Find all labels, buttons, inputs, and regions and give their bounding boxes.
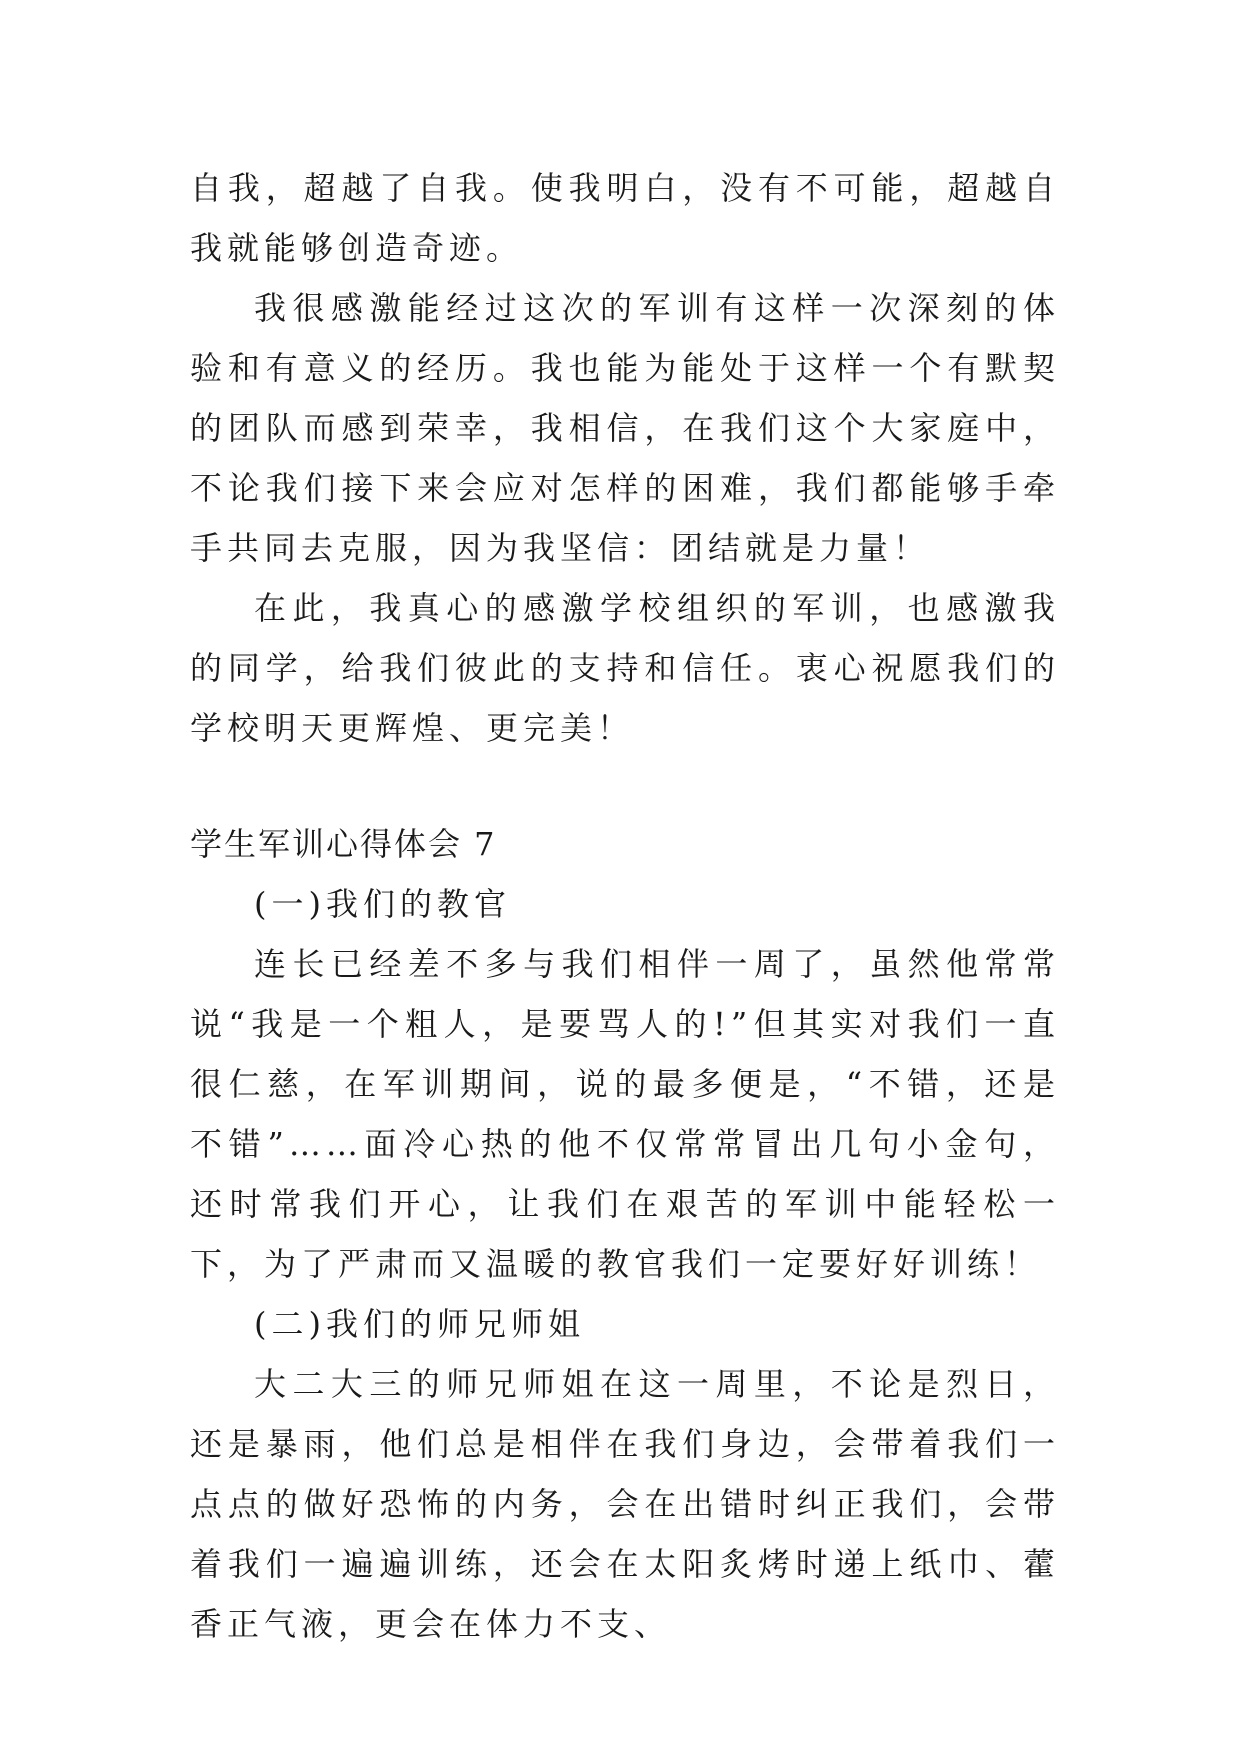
document-body xyxy=(190,158,1060,1654)
paragraph-continuation: 自我，超越了自我。使我明白，没有不可能，超越自我就能够创造奇迹。 xyxy=(190,169,1060,267)
paragraph-seniors: 大二大三的师兄师姐在这一周里，不论是烈日，还是暴雨，他们总是相伴在我们身边，会带着我们一点点的做好恐怖的内务，会在出错时纠正我们，会带着我们一遍遍训练，还会在太阳炙烤时递上纸巾、藿香正气液，更会在体力不支、 xyxy=(190,1365,1060,1643)
subsection-title-seniors: (二)我们的师兄师姐 xyxy=(254,1305,585,1343)
paragraph-instructor: 连长已经差不多与我们相伴一周了，虽然他常常说“我是一个粗人，是要骂人的!”但其实对我们一直很仁慈，在军训期间，说的最多便是，“不错，还是不错”……面冷心热的他不仅常常冒出几句小金句，还时常我们开心，让我们在艰苦的军训中能轻松一下，为了严肃而又温暖的教官我们一定要好好训练！ xyxy=(190,945,1060,1283)
subsection-title-instructor: (一)我们的教官 xyxy=(254,885,511,923)
section-title: 学生军训心得体会 7 xyxy=(190,825,497,863)
section-spacer xyxy=(190,758,1060,814)
paragraph-gratitude: 我很感激能经过这次的军训有这样一次深刻的体验和有意义的经历。我也能为能处于这样一个有默契的团队而感到荣幸，我相信，在我们这个大家庭中，不论我们接下来会应对怎样的困难，我们都能够手牵手共同去克服，因为我坚信：团结就是力量！ xyxy=(190,289,1060,567)
paragraph-closing: 在此，我真心的感激学校组织的军训，也感激我的同学，给我们彼此的支持和信任。衷心祝愿我们的学校明天更辉煌、更完美！ xyxy=(190,589,1060,747)
